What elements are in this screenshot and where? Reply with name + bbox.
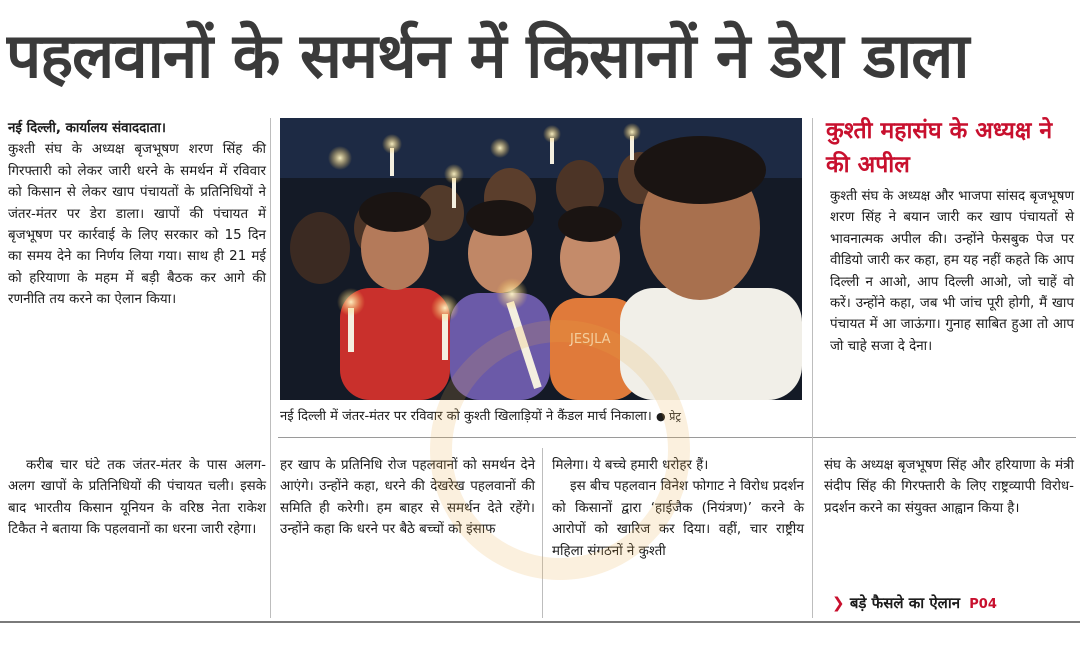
- sidebar-text: कुश्ती संघ के अध्यक्ष और भाजपा सांसद बृजभूषण शरण सिंह ने बयान जारी कर खाप पंचायतों से भावनात्मक अपील की। उन्होंने फेसबुक पेज पर वीडियो जारी कर कहा, हम यह नहीं कहते कि आप दिल्ली न आओ, आप दिल्ली आओ, जो चाहें वो करें। उन्होंने कहा, जब भी जांच पूरी होगी, मैं खाप पंचायत में आ जाऊंगा। गुनाह साबित हुआ तो आप जो चाहे सजा दे देना।: [830, 189, 1074, 354]
- page-reference: P04: [969, 597, 997, 612]
- article-column-4: संघ के अध्यक्ष बृजभूषण सिंह और हरियाणा के मंत्री संदीप सिंह की गिरफ्तारी के लिए राष्ट्रव्यापी विरोध-प्रदर्शन करने का संयुक्त आह्वान किया है।: [824, 458, 1074, 516]
- dateline: नई दिल्ली, कार्यालय संवाददाता।: [8, 121, 166, 136]
- shirt-text: JESJLA: [570, 332, 611, 347]
- column-rule-3: [812, 118, 813, 618]
- news-photo: [280, 118, 802, 400]
- continued-label: बड़े फैसले का ऐलान: [849, 594, 961, 612]
- sidebar-heading: कुश्ती महासंघ के अध्यक्ष ने की अपील: [826, 118, 1053, 178]
- chevron-right-icon: ❯: [832, 594, 845, 612]
- article-paragraph-1: कुश्ती संघ के अध्यक्ष बृजभूषण शरण सिंह की गिरफ्तारी को लेकर जारी धरने के समर्थन में रविवार को किसान से लेकर खाप पंचायतों के प्रतिनिधियों ने जंतर-मंतर पर डेरा डाला। खापों की पंचायत में बृजभूषण पर कार्रवाई के लिए सरकार को 15 दिन का समय देने का निर्णय लिया गया। साथ ही 21 मई को हरियाणा के महम में बड़ी बैठक कर आगे की रणनीति तय करने का ऐलान किया।: [8, 142, 266, 308]
- article-paragraph-4: इस बीच पहलवान विनेश फोगाट ने विरोध प्रदर्शन को किसानों द्वारा ‘हाईजैक (नियंत्रण)’ करने के आरोपों को खारिज कर दिया। वहीं, चार राष्ट्रीय महिला संगठनों ने कुश्ती: [552, 479, 804, 559]
- photo-credit: ● प्रेट्र: [655, 410, 681, 423]
- photo-caption: [280, 402, 802, 432]
- caption-text: नई दिल्ली में जंतर-मंतर पर रविवार को कुश्ती खिलाड़ियों ने कैंडल मार्च निकाला।: [280, 409, 652, 424]
- column-rule-2: [542, 448, 543, 618]
- section-divider: [278, 437, 1076, 438]
- article-paragraph-2: करीब चार घंटे तक जंतर-मंतर के पास अलग-अलग खापों के प्रतिनिधियों की पंचायत चली। इसके बाद भारतीय किसान यूनियन के वरिष्ठ नेता राकेश टिकैत ने बताया कि पहलवानों का धरना जारी रहेगा।: [8, 458, 266, 538]
- article-column-3: [552, 455, 804, 562]
- article-column-2: हर खाप के प्रतिनिधि रोज पहलवानों को समर्थन देने आएंगे। उन्होंने कहा, धरने की देखरेख पहलवानों की समिति ही करेगी। हम बाहर से समर्थन देते रहेंगे। उन्होंने कहा कि धरने पर बैठे बच्चों को इंसाफ: [280, 458, 535, 538]
- column-rule-1: [270, 118, 271, 618]
- bottom-rule: [0, 621, 1080, 623]
- article-paragraph-3: मिलेगा। ये बच्चे हमारी धरोहर हैं।: [552, 458, 709, 473]
- article-column-1: [8, 118, 266, 311]
- headline: पहलवानों के समर्थन में किसानों ने डेरा डाला: [6, 19, 969, 92]
- candle-march-photo: [280, 118, 802, 400]
- continued-link[interactable]: [832, 590, 1076, 616]
- article-column-1-lower: [8, 455, 266, 541]
